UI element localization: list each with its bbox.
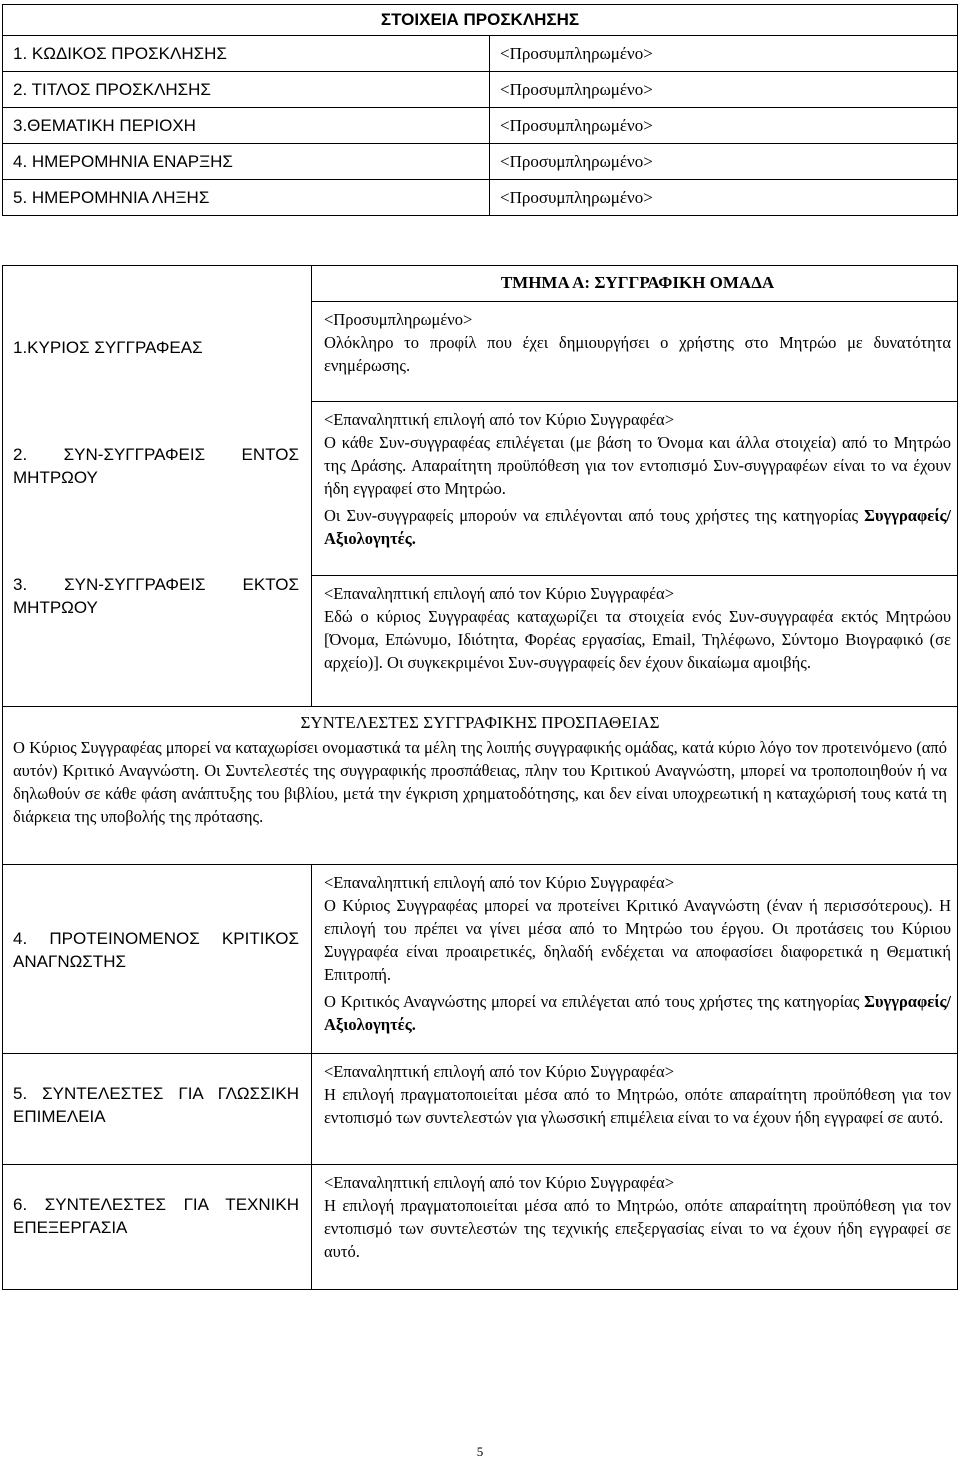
language-editing-text: Η επιλογή πραγματοποιείται μέσα από το Μητρώο, οπότε απαραίτητη προϋπόθεση για τον εντοπισμό των συντελεστών για γλωσσική επιμέλεια είναι το να έχουν ήδη εγγραφεί σε αυτό. [324,1084,951,1127]
start-date-label: 4. ΗΜΕΡΟΜΗΝΙΑ ΕΝΑΡΞΗΣ [3,144,490,180]
reviewer-tag: <Επαναληπτική επιλογή από τον Κύριο Συγγραφέα> [324,872,674,892]
table-row [3,180,958,216]
invitation-code-label: 1. ΚΩΔΙΚΟΣ ΠΡΟΣΚΛΗΣΗΣ [3,36,490,72]
thematic-area-label: 3.ΘΕΜΑΤΙΚΗ ΠΕΡΙΟΧΗ [3,108,490,144]
start-date-value: <Προσυμπληρωμένο> [490,144,958,180]
invitation-code-value: <Προσυμπληρωμένο> [490,36,958,72]
contributors-text: Ο Κύριος Συγγραφέας μπορεί να καταχωρίσει ονομαστικά τα μέλη της λοιπής συγγραφικής ομάδας, κατά κύριο λόγο τον προτεινόμενο (από αυτόν) Κριτικό Αναγνώστη. Οι Συντελεστές της συγγραφικής προσπάθειας, πλην του Κριτικού Αναγνώστη, μπορεί να τροποποιηθούν ή να δηλωθούν σε κάθε φάση ανάπτυξης του βιβλίου, μετά την έγκριση χρηματοδότησης, και δεν είναι υποχρεωτική η καταχώρισή τους κατά τη διάρκεια της υποβολής της πρότασης. [13,738,947,826]
coauthors-in-text: Ο κάθε Συν-συγγραφέας επιλέγεται (με βάση το Όνομα και άλλα στοιχεία) από το Μητρώο της Δράσης. Απαραίτητη προϋπόθεση για τον εντοπισμό Συν-συγγραφέων είναι το να έχουν ήδη εγγραφεί στο Μητρώο. [324,433,951,499]
table-row [3,72,958,108]
invitation-title-value: <Προσυμπληρωμένο> [490,72,958,108]
invitation-title-label: 2. ΤΙΤΛΟΣ ΠΡΟΣΚΛΗΣΗΣ [3,72,490,108]
invitation-table [2,4,958,216]
coauthors-out-label: 3. ΣΥΝ-ΣΥΓΓΡΑΦΕΙΣ ΕΚΤΟΣ ΜΗΤΡΩΟΥ [13,575,299,617]
section-a-title: ΤΜΗΜΑ Α: ΣΥΓΓΡΑΦΙΚΗ ΟΜΑΔΑ [312,266,958,302]
end-date-value: <Προσυμπληρωμένο> [490,180,958,216]
end-date-label: 5. ΗΜΕΡΟΜΗΝΙΑ ΛΗΞΗΣ [3,180,490,216]
coauthors-out-text: Εδώ ο κύριος Συγγραφέας καταχωρίζει τα στοιχεία ενός Συν-συγγραφέα εκτός Μητρώου [Όνομα, Επώνυμο, Ιδιότητα, Φορέας εργασίας, Email, Τηλέφωνο, Σύντομο Βιογραφικό (σε αρχείο)]. Οι συγκεκριμένοι Συν-συγγραφείς δεν έχουν δικαίωμα αμοιβής. [324,606,951,672]
main-author-tag: <Προσυμπληρωμένο> [324,309,473,329]
reviewer-category: Ο Κριτικός Αναγνώστης μπορεί να επιλέγεται από τους χρήστες της κατηγορίας Συγγραφείς/Αξιολογητές. [324,991,951,1034]
technical-editing-tag: <Επαναληπτική επιλογή από τον Κύριο Συγγραφέα> [324,1172,674,1192]
language-editing-label: 5. ΣΥΝΤΕΛΕΣΤΕΣ ΓΙΑ ΓΛΩΣΣΙΚΗ ΕΠΙΜΕΛΕΙΑ [13,1083,299,1126]
language-editing-tag: <Επαναληπτική επιλογή από τον Κύριο Συγγραφέα> [324,1061,674,1081]
coauthors-in-tag: <Επαναληπτική επιλογή από τον Κύριο Συγγραφέα> [324,410,674,430]
contributors-title: ΣΥΝΤΕΛΕΣΤΕΣ ΣΥΓΓΡΑΦΙΚΗΣ ΠΡΟΣΠΑΘΕΙΑΣ [300,713,660,732]
invitation-title: ΣΤΟΙΧΕΙΑ ΠΡΟΣΚΛΗΣΗΣ [3,5,958,36]
main-author-text: Ολόκληρο το προφίλ που έχει δημιουργήσει ο χρήστης στο Μητρώο με δυνατότητα ενημέρωσης. [324,332,951,375]
table-row [3,36,958,72]
thematic-area-value: <Προσυμπληρωμένο> [490,108,958,144]
coauthors-out-tag: <Επαναληπτική επιλογή από τον Κύριο Συγγραφέα> [324,583,674,603]
technical-editing-label: 6. ΣΥΝΤΕΛΕΣΤΕΣ ΓΙΑ ΤΕΧΝΙΚΗ ΕΠΕΞΕΡΓΑΣΙΑ [13,1194,299,1237]
table-row [3,144,958,180]
page-number: 5 [476,1444,484,1459]
main-author-label: 1.ΚΥΡΙΟΣ ΣΥΓΓΡΑΦΕΑΣ [13,338,203,357]
table-row [3,108,958,144]
coauthors-in-label: 2. ΣΥΝ-ΣΥΓΓΡΑΦΕΙΣ ΕΝΤΟΣ ΜΗΤΡΩΟΥ [13,445,299,487]
section-a-table [2,265,958,1290]
coauthors-in-category: Οι Συν-συγγραφείς μπορούν να επιλέγονται από τους χρήστες της κατηγορίας Συγγραφείς/Αξιολογητές. [324,506,951,549]
reviewer-label: 4. ΠΡΟΤΕΙΝΟΜΕΝΟΣ ΚΡΙΤΙΚΟΣ ΑΝΑΓΝΩΣΤΗΣ [13,928,299,971]
reviewer-text: Ο Κύριος Συγγραφέας μπορεί να προτείνει Κριτικό Αναγνώστη (έναν ή περισσότερους). Η επιλογή του πρέπει να γίνει μέσα από το Μητρώο του έργου. Οι προτάσεις του Κύριου Συγγραφέα είναι προαιρετικές, δηλαδή ενδέχεται να αποφασίσει διαφορετικά η Θεματική Επιτροπή. [324,895,951,984]
technical-editing-text: Η επιλογή πραγματοποιείται μέσα από το Μητρώο, οπότε απαραίτητη προϋπόθεση για τον εντοπισμό των συντελεστών της τεχνικής επεξεργασίας είναι το να έχουν ήδη εγγραφεί σε αυτό. [324,1195,951,1261]
